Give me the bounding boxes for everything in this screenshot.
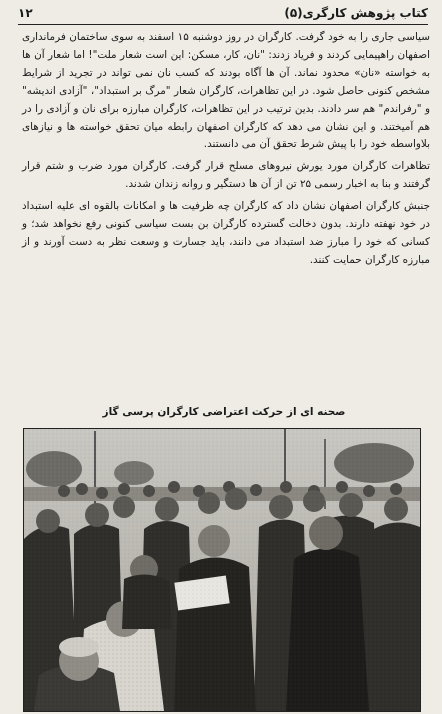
paragraph: سیاسی جاری را به خود گرفت. کارگران در روز دوشنبه ۱۵ اسفند به سوی ساختمان فرمانداری اصفهان راهپیمایی کردند و فریاد زدند: "نان، کار، مسکن: این است شعار ملت"! اما شعار آن ها به خواسته «نان» محدود نماند. آن ها آگاه بودند که کسب نان نمی تواند در تجرید از شرایط مشخص کنونی حاصل شود. در این تظاهرات، کارگران شعار "مرگ بر استبداد"، "آزادی اندیشه" و "رفراندم" هم سر دادند. بدین ترتیب در این تظاهرات، کارگران مبارزه برای نان و آزادی را در هم آمیختند. و این نشان می دهد که کارگران اصفهان رابطه میان تحقق خواسته ها و نیازهای بلاواسطه خود را با پیش شرط تحقق آن می دانستند.: [22, 31, 430, 151]
article-body: [22, 29, 430, 270]
photo-caption: صحنه ای از حرکت اعتراضی کارگران پرسی گاز: [102, 406, 346, 418]
protest-photo: [23, 428, 421, 712]
running-header: [18, 2, 428, 25]
protest-photo-image: [24, 429, 420, 711]
running-title: کتاب پژوهش کارگری(۵): [284, 6, 428, 20]
paragraph: تظاهرات کارگران مورد یورش نیروهای مسلح قرار گرفت. کارگران مورد ضرب و شتم قرار گرفتند و بنا به اخبار رسمی ۲۵ تن از آن ها دستگیر و روانه زندان شدند.: [22, 160, 430, 191]
page-number: ۱۲: [18, 6, 33, 20]
paragraph: جنبش کارگران اصفهان نشان داد که کارگران چه ظرفیت ها و امکانات بالقوه ای علیه استبداد در خود نهفته دارند. بدون دخالت گسترده کارگران بن بست سیاسی کنونی رفع نخواهد شد؛ و کسانی که خود را مبارز ضد استبداد می دانند، باید جسارت و وسعت نظر به دست آورند و از مبارزه کارگران حمایت کنند.: [22, 200, 430, 266]
